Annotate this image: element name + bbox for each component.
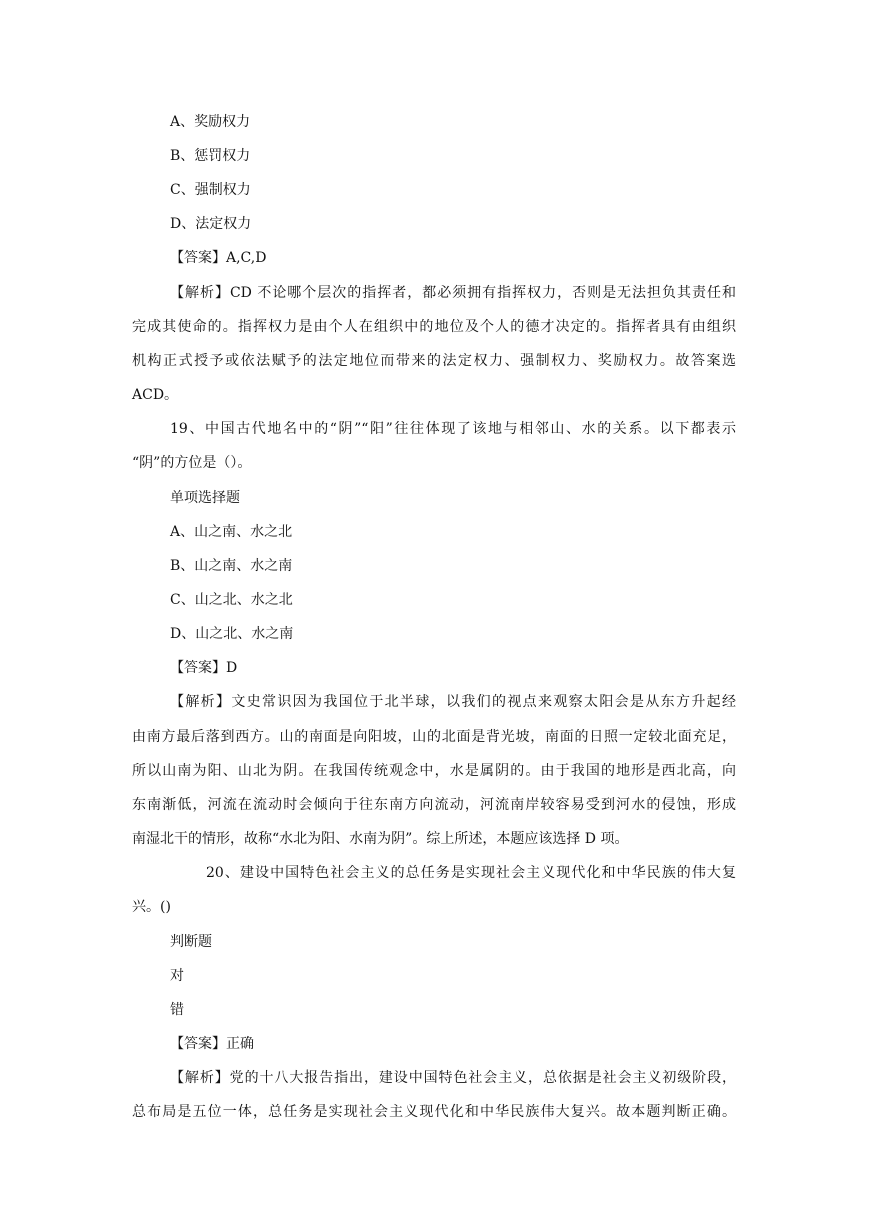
q18-analysis-line: 【解析】CD 不论哪个层次的指挥者，都必须拥有指挥权力，否则是无法担负其责任和 — [170, 285, 736, 301]
q20-option-false: 错 — [170, 1002, 184, 1018]
q19-analysis-line: 由南方最后落到西方。山的南面是向阳坡，山的北面是背光坡，南面的日照一定较北面充足， — [132, 729, 736, 745]
q18-analysis-line: 完成其使命的。指挥权力是由个人在组织中的地位及个人的德才决定的。指挥者具有由组织 — [132, 319, 736, 335]
q19-analysis-line: 东南渐低，河流在流动时会倾向于往东南方向流动，河流南岸较容易受到河水的侵蚀，形成 — [132, 797, 736, 813]
q19-question-line: “阴”的方位是（）。 — [132, 455, 252, 471]
q18-analysis-line: ACD。 — [132, 387, 179, 403]
q19-analysis-line: 南湿北干的情形，故称“水北为阳、水南为阴”。综上所述，本题应该选择 D 项。 — [132, 831, 629, 847]
q20-analysis-line: 【解析】党的十八大报告指出，建设中国特色社会主义，总依据是社会主义初级阶段， — [170, 1070, 736, 1086]
q18-option-d: D、法定权力 — [170, 216, 252, 232]
q18-option-c: C、强制权力 — [170, 182, 251, 198]
q20-answer: 【答案】正确 — [170, 1036, 254, 1052]
q20-option-true: 对 — [170, 968, 184, 984]
q18-answer: 【答案】A,C,D — [170, 250, 267, 266]
q18-option-a: A、奖励权力 — [170, 114, 251, 130]
q20-question-line: 兴。() — [132, 899, 171, 915]
q19-option-c: C、山之北、水之北 — [170, 592, 293, 608]
q19-type: 单项选择题 — [170, 490, 240, 506]
q19-option-a: A、山之南、水之北 — [170, 524, 293, 540]
q19-question-line: 19、中国古代地名中的“阴”“阳”往往体现了该地与相邻山、水的关系。以下都表示 — [170, 421, 736, 437]
q18-analysis-line: 机构正式授予或依法赋予的法定地位而带来的法定权力、强制权力、奖励权力。故答案选 — [132, 353, 736, 369]
q20-analysis-line: 总布局是五位一体，总任务是实现社会主义现代化和中华民族伟大复兴。故本题判断正确。 — [132, 1104, 736, 1120]
q19-option-d: D、山之北、水之南 — [170, 626, 294, 642]
q20-question-line: 20、建设中国特色社会主义的总任务是实现社会主义现代化和中华民族的伟大复 — [206, 865, 736, 881]
q19-option-b: B、山之南、水之南 — [170, 558, 293, 574]
q20-type: 判断题 — [170, 934, 212, 950]
q19-analysis-line: 【解析】文史常识因为我国位于北半球，以我们的视点来观察太阳会是从东方升起经 — [170, 694, 736, 710]
q19-answer: 【答案】D — [170, 660, 238, 676]
q19-analysis-line: 所以山南为阳、山北为阴。在我国传统观念中，水是属阴的。由于我国的地形是西北高，向 — [132, 763, 736, 779]
q18-option-b: B、惩罚权力 — [170, 148, 251, 164]
